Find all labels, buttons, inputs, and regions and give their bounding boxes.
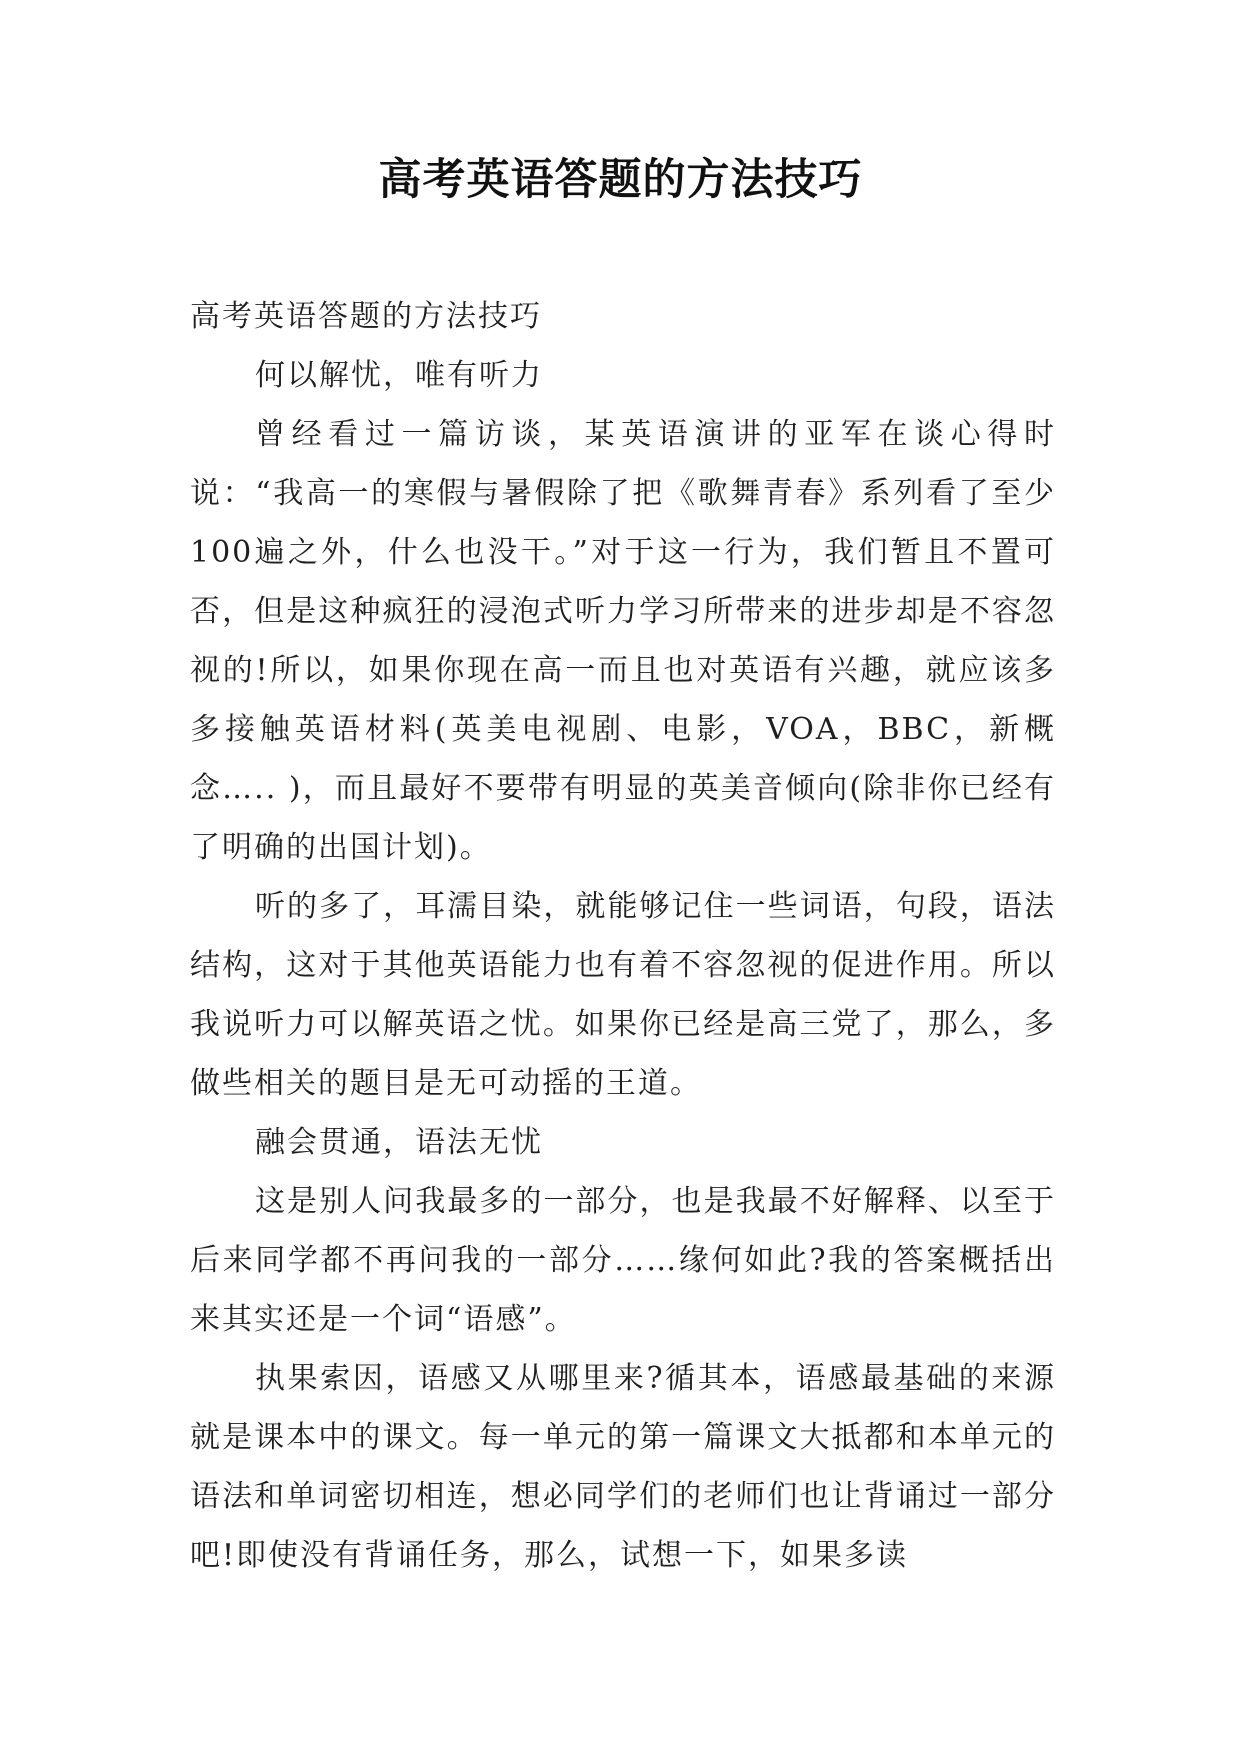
section-heading-listening: 何以解忧，唯有听力 [255,358,543,393]
paragraph-interview: 曾经看过一篇访谈，某英语演讲的亚军在谈心得时说：“我高一的寒假与暑假除了把《歌舞青春》系列看了至少100遍之外，什么也没干。”对于这一行为，我们暂且不置可否，但是这种疯狂的浸泡式听力学习所带来的进步却是不容忽视的!所以，如果你现在高一而且也对英语有兴趣，就应该多多接触英语材料(英美电视剧、电影，VOA，BBC，新概念….. )，而且最好不要带有明显的英美音倾向(除非你已经有了明确的出国计划)。 [190,417,1056,865]
document-title: 高考英语答题的方法技巧 [378,155,863,205]
paragraph-listening-benefit: 听的多了，耳濡目染，就能够记住一些词语，句段，语法结构，这对于其他英语能力也有着不容忽视的促进作用。所以我说听力可以解英语之忧。如果你已经是高三党了，那么，多做些相关的题目是无可动摇的王道。 [190,889,1056,1101]
paragraph-heading: 高考英语答题的方法技巧 [190,299,542,334]
document-body [190,287,1056,1585]
paragraph-grammar-sense: 这是别人问我最多的一部分，也是我最不好解释、以至于后来同学都不再问我的一部分……缘何如此?我的答案概括出来其实还是一个词“语感”。 [190,1184,1056,1337]
section-heading-grammar: 融会贯通，语法无忧 [255,1125,543,1160]
paragraph-textbook-source: 执果索因，语感又从哪里来?循其本，语感最基础的来源就是课本中的课文。每一单元的第一篇课文大抵都和本单元的语法和单词密切相连，想必同学们的老师们也让背诵过一部分吧!即使没有背诵任务，那么，试想一下，如果多读 [190,1361,1056,1573]
